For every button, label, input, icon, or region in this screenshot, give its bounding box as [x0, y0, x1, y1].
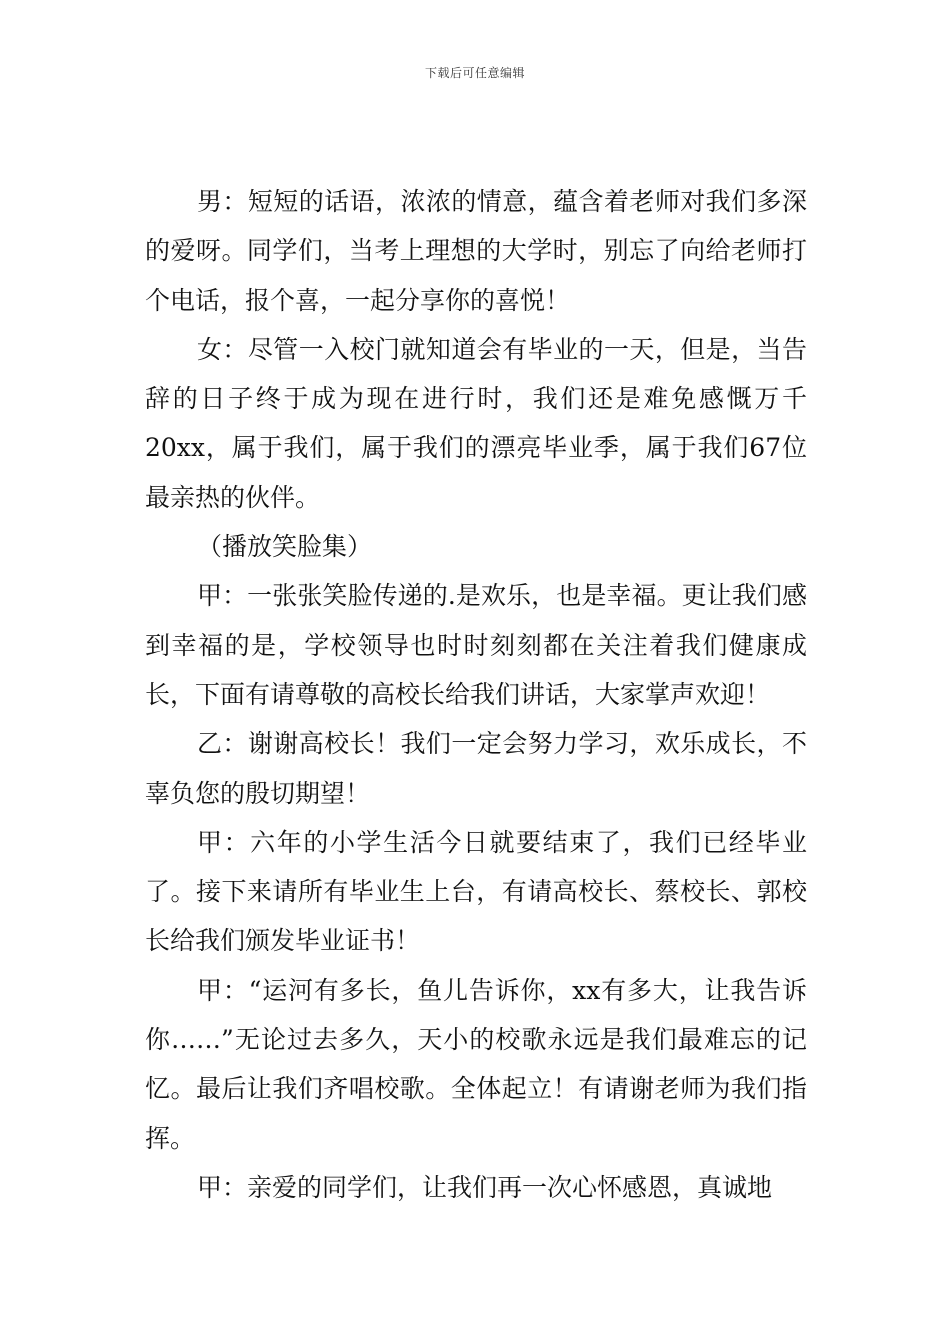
paragraph-3: （播放笑脸集）	[197, 532, 373, 562]
document-body	[145, 177, 807, 1212]
paragraph-4: 甲：一张张笑脸传递的.是欢乐，也是幸福。更让我们感到幸福的是，学校领导也时时刻刻都在关注着我们健康成长，下面有请尊敬的高校长给我们讲话，大家掌声欢迎！	[145, 581, 807, 709]
paragraph-8: 甲：亲爱的同学们，让我们再一次心怀感恩，真诚地	[197, 1172, 773, 1202]
paragraph-6: 甲：六年的小学生活今日就要结束了，我们已经毕业了。接下来请所有毕业生上台，有请高校长、蔡校长、郭校长给我们颁发毕业证书！	[145, 827, 807, 956]
page-header-note: 下载后可任意编辑	[424, 66, 525, 80]
paragraph-5: 乙：谢谢高校长！我们一定会努力学习，欢乐成长，不辜负您的殷切期望！	[145, 729, 807, 808]
paragraph-2: 女：尽管一入校门就知道会有毕业的一天，但是，当告辞的日子终于成为现在进行时，我们还是难免感慨万千20xx，属于我们，属于我们的漂亮毕业季，属于我们67位最亲热的伙伴。	[145, 334, 807, 512]
paragraph-7: 甲：“运河有多长，鱼儿告诉你，xx有多大，让我告诉你……”无论过去多久，天小的校歌永远是我们最难忘的记忆。最后让我们齐唱校歌。全体起立！有请谢老师为我们指挥。	[145, 975, 807, 1153]
paragraph-1: 男：短短的话语，浓浓的情意，蕴含着老师对我们多深的爱呀。同学们，当考上理想的大学时，别忘了向给老师打个电话，报个喜，一起分享你的喜悦！	[145, 187, 807, 315]
